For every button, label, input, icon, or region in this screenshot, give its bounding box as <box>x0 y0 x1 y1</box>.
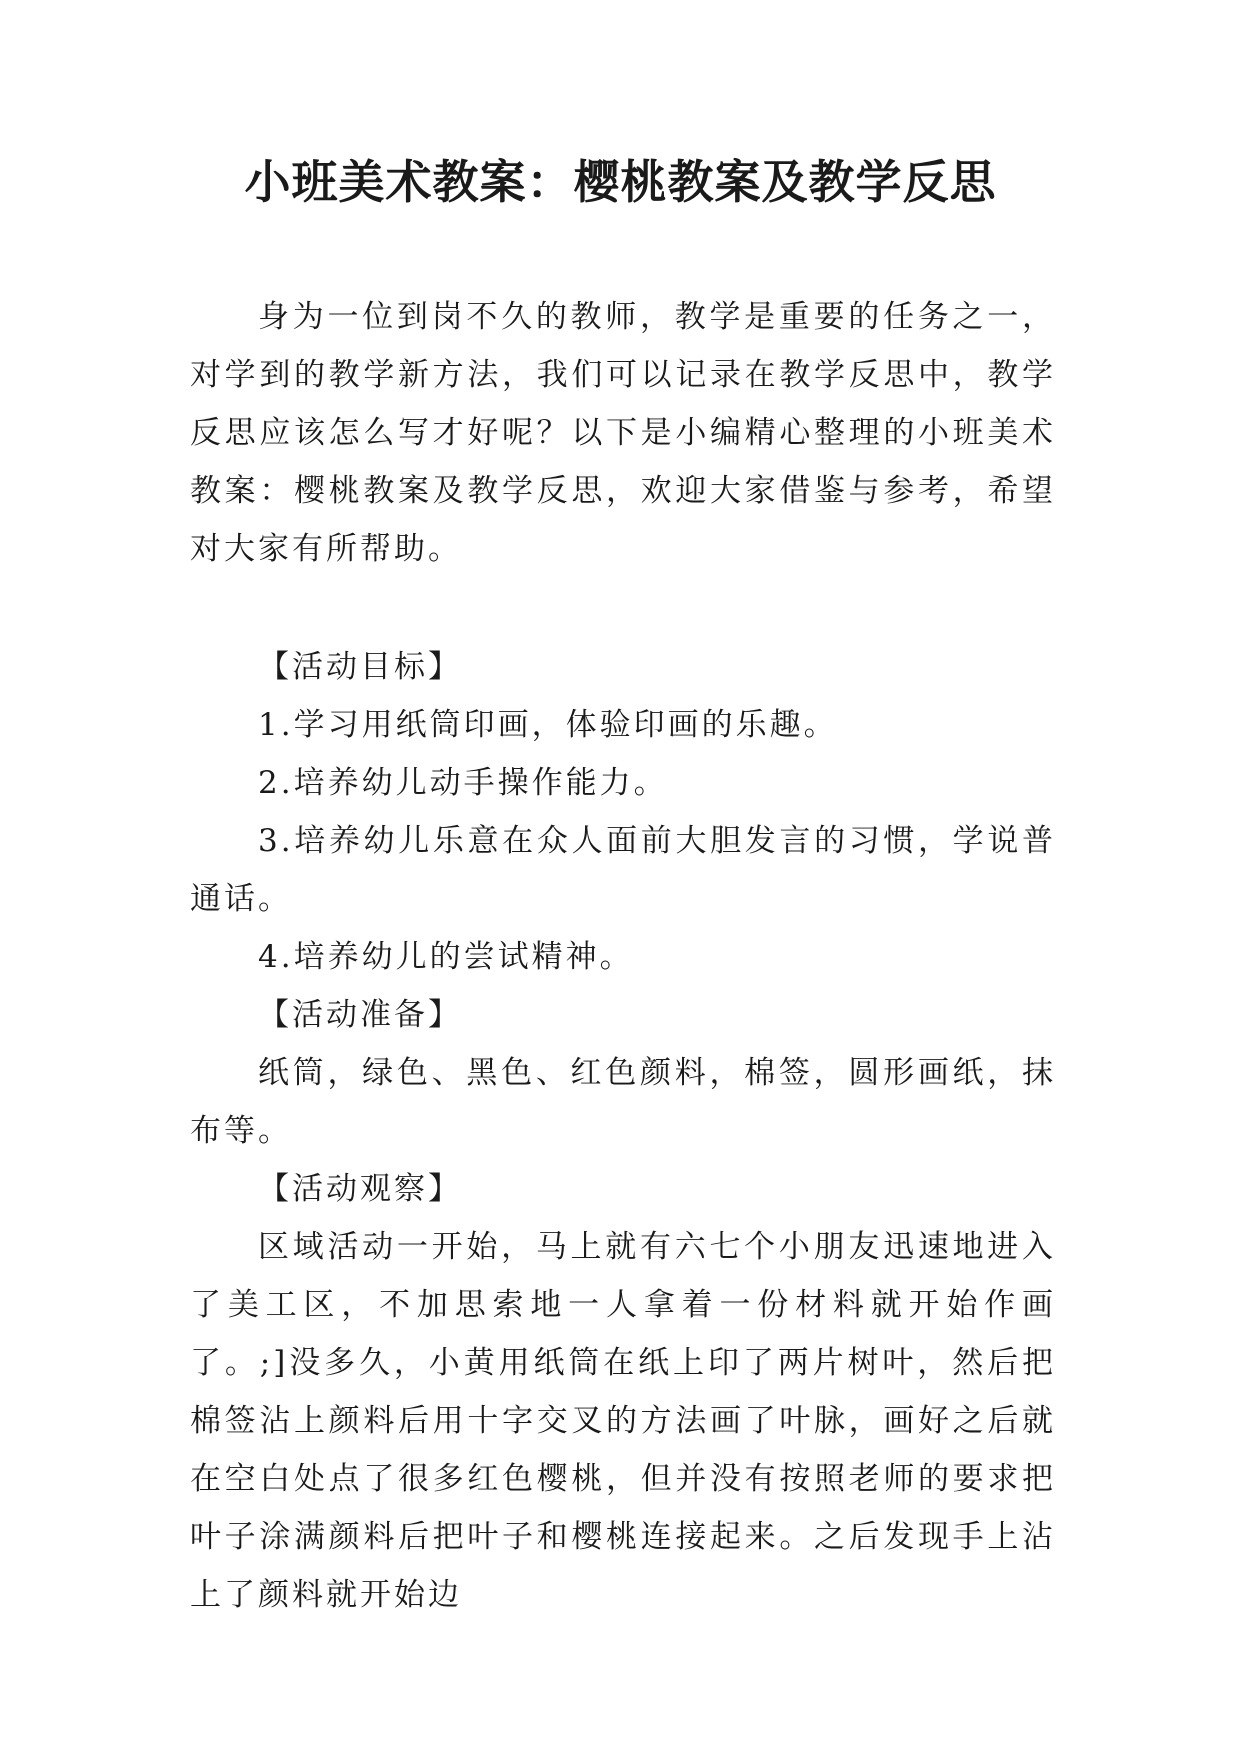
intro-block <box>190 288 1056 578</box>
goal-item-2: 2.培养幼儿动手操作能力。 <box>258 765 668 801</box>
document-title: 小班美术教案：樱桃教案及教学反思 <box>244 155 997 209</box>
observe-heading: 【活动观察】 <box>258 1171 462 1207</box>
goals-heading: 【活动目标】 <box>258 649 462 685</box>
content-block <box>190 638 1056 1624</box>
intro-paragraph: 身为一位到岗不久的教师，教学是重要的任务之一，对学到的教学新方法，我们可以记录在教学反思中，教学反思应该怎么写才好呢？以下是小编精心整理的小班美术教案：樱桃教案及教学反思，欢迎大家借鉴与参考，希望对大家有所帮助。 <box>190 299 1056 567</box>
goal-item-1: 1.学习用纸筒印画，体验印画的乐趣。 <box>258 707 838 743</box>
observe-paragraph: 区域活动一开始，马上就有六七个小朋友迅速地进入了美工区，不加思索地一人拿着一份材料就开始作画了。;]没多久，小黄用纸筒在纸上印了两片树叶，然后把棉签沾上颜料后用十字交叉的方法画了叶脉，画好之后就在空白处点了很多红色樱桃，但并没有按照老师的要求把叶子涂满颜料后把叶子和樱桃连接起来。之后发现手上沾上了颜料就开始边 <box>190 1229 1056 1613</box>
goal-item-4: 4.培养幼儿的尝试精神。 <box>258 939 634 975</box>
goal-item-3: 3.培养幼儿乐意在众人面前大胆发言的习惯，学说普通话。 <box>190 823 1056 917</box>
prep-heading: 【活动准备】 <box>258 997 462 1033</box>
prep-paragraph: 纸筒，绿色、黑色、红色颜料，棉签，圆形画纸，抹布等。 <box>190 1055 1056 1149</box>
